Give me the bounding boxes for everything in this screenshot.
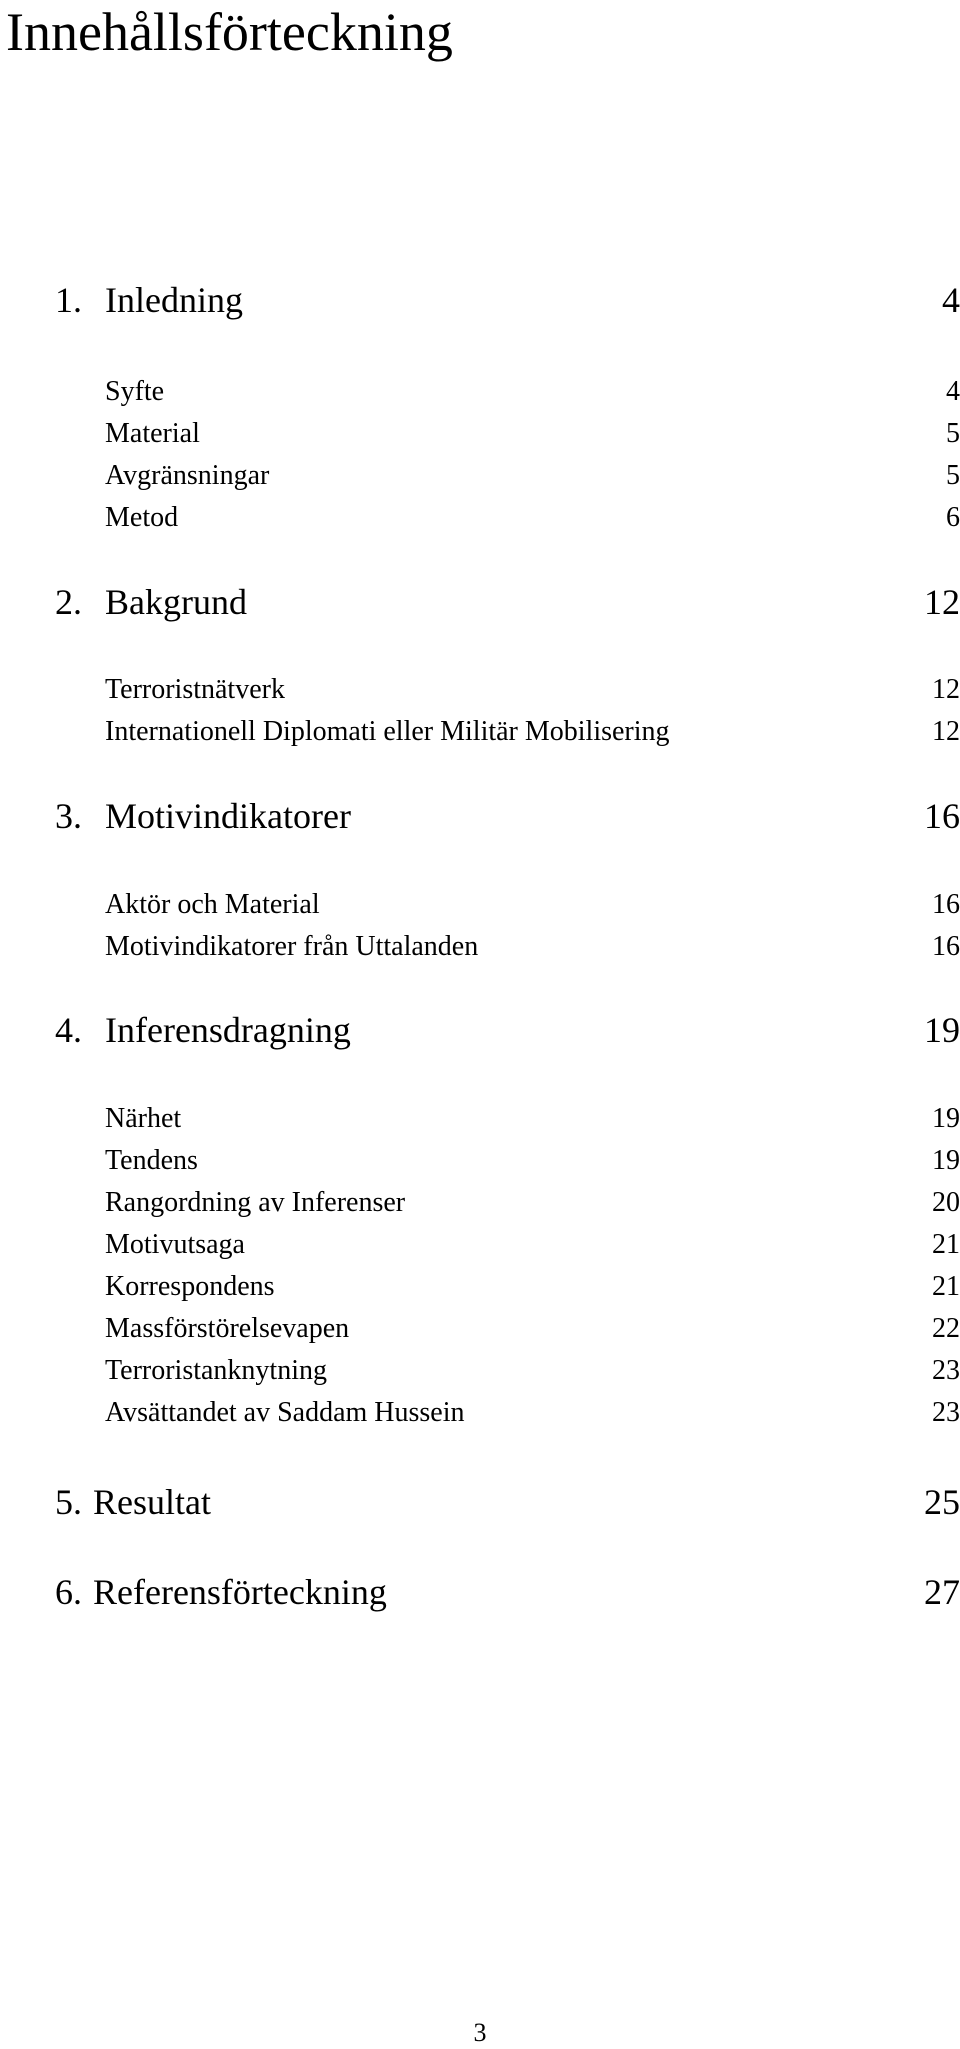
toc-chapter-2[interactable] [0,582,960,622]
chapter-title: Inferensdragning [105,1010,351,1050]
section-title: Motivindikatorer från Uttalanden [105,931,479,962]
section-page: 21 [932,1271,960,1302]
page-number: 3 [473,2018,487,2047]
section-title: Material [105,418,200,449]
section-page: 21 [932,1229,960,1260]
section-page: 19 [932,1145,960,1176]
section-page: 20 [932,1187,960,1218]
chapter-number: 5. [55,1482,82,1522]
toc-section[interactable] [0,715,960,755]
chapter-title: Motivindikatorer [105,796,351,836]
toc-section[interactable] [0,888,960,928]
chapter-title: Bakgrund [105,582,247,622]
toc-section[interactable] [0,1396,960,1436]
section-page: 12 [932,674,960,705]
section-title: Internationell Diplomati eller Militär Mobilisering [105,716,670,747]
toc-section[interactable] [0,1312,960,1352]
section-page: 19 [932,1103,960,1134]
section-title: Aktör och Material [105,889,320,920]
toc-section[interactable] [0,1102,960,1142]
section-page: 23 [932,1397,960,1428]
section-title: Avgränsningar [105,460,270,491]
section-title: Metod [105,502,179,533]
page-title: Innehållsförteckning [6,2,453,62]
section-title: Avsättandet av Saddam Hussein [105,1397,465,1428]
section-title: Massförstörelsevapen [105,1313,350,1344]
toc-section[interactable] [0,375,960,415]
section-page: 5 [946,418,960,449]
chapter-page: 16 [924,796,960,836]
chapter-page: 4 [942,280,960,320]
toc-chapter-1[interactable] [0,280,960,320]
section-page: 16 [932,889,960,920]
section-page: 5 [946,460,960,491]
toc-section[interactable] [0,1354,960,1394]
chapter-title: Referensförteckning [93,1572,387,1612]
toc-section[interactable] [0,501,960,541]
section-title: Tendens [105,1145,198,1176]
chapter-page: 12 [924,582,960,622]
chapter-number: 4. [55,1010,82,1050]
section-page: 4 [946,376,960,407]
toc-section[interactable] [0,1228,960,1268]
section-page: 23 [932,1355,960,1386]
section-title: Syfte [105,376,165,407]
chapter-number: 3. [55,796,82,836]
toc-section[interactable] [0,459,960,499]
toc-chapter-6[interactable] [0,1572,960,1612]
section-page: 22 [932,1313,960,1344]
chapter-number: 1. [55,280,82,320]
section-title: Korrespondens [105,1271,275,1302]
toc-section[interactable] [0,673,960,713]
section-title: Motivutsaga [105,1229,245,1260]
toc-section[interactable] [0,1186,960,1226]
toc-chapter-3[interactable] [0,796,960,836]
toc-chapter-4[interactable] [0,1010,960,1050]
toc-section[interactable] [0,1270,960,1310]
section-page: 12 [932,716,960,747]
chapter-page: 25 [924,1482,960,1522]
section-title: Terroristnätverk [105,674,285,705]
section-title: Rangordning av Inferenser [105,1187,406,1218]
section-page: 16 [932,931,960,962]
section-page: 6 [946,502,960,533]
toc-section[interactable] [0,1144,960,1184]
chapter-title: Inledning [105,280,243,320]
toc-section[interactable] [0,417,960,457]
toc-chapter-5[interactable] [0,1482,960,1522]
toc-section[interactable] [0,930,960,970]
chapter-title: Resultat [93,1482,211,1522]
chapter-number: 2. [55,582,82,622]
chapter-page: 19 [924,1010,960,1050]
chapter-number: 6. [55,1572,82,1612]
section-title: Terroristanknytning [105,1355,327,1386]
chapter-page: 27 [924,1572,960,1612]
section-title: Närhet [105,1103,182,1134]
